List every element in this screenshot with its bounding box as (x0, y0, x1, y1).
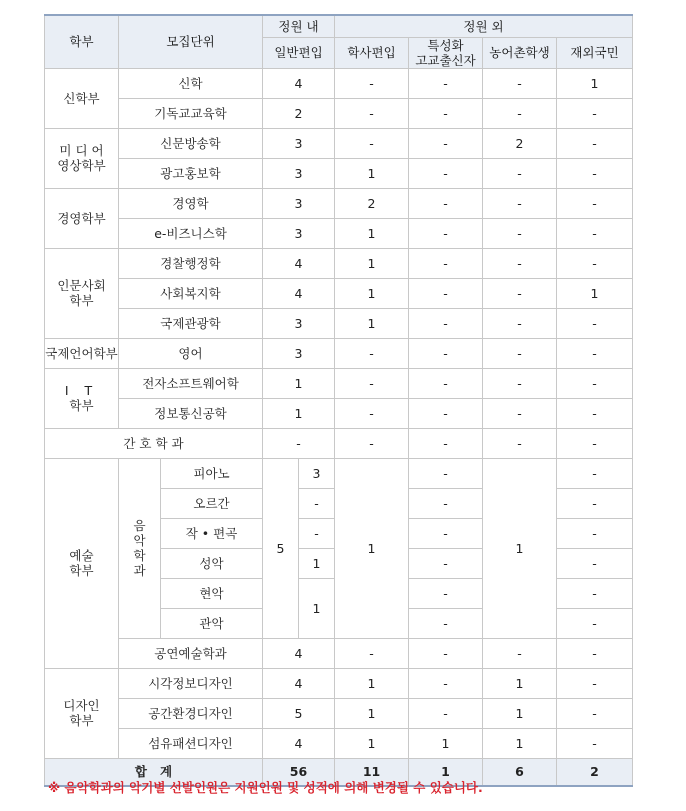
college-arts (45, 458, 119, 668)
overseas-cell: - (557, 488, 633, 518)
vocational-cell: - (409, 188, 483, 218)
instrument-name: 성악 (161, 548, 263, 578)
music-rural-cell: 1 (483, 458, 557, 638)
music-dept-char: 학 (133, 548, 146, 563)
overseas-cell: 1 (557, 68, 633, 98)
overseas-cell: - (557, 98, 633, 128)
college-language: 국제언어학부 (45, 338, 119, 368)
table-row (45, 68, 633, 98)
general-cell: 4 (263, 638, 335, 668)
bachelor-cell: 1 (335, 728, 409, 758)
table-row (45, 338, 633, 368)
college-design-line1: 디자인 (63, 698, 100, 713)
unit-cell: 정보통신공학 (119, 398, 263, 428)
instrument-count: - (299, 518, 335, 548)
rural-cell: - (483, 338, 557, 368)
table-row (45, 428, 633, 458)
overseas-cell: - (557, 128, 633, 158)
vocational-cell: - (409, 368, 483, 398)
unit-cell: 공연예술학과 (119, 638, 263, 668)
rural-cell: - (483, 428, 557, 458)
instrument-name: 현악 (161, 578, 263, 608)
rural-cell: 1 (483, 698, 557, 728)
bachelor-cell: - (335, 128, 409, 158)
vocational-cell: - (409, 428, 483, 458)
college-design (45, 668, 119, 758)
overseas-cell: - (557, 368, 633, 398)
unit-cell: 섬유패션디자인 (119, 728, 263, 758)
instrument-name: 오르간 (161, 488, 263, 518)
bachelor-cell: 1 (335, 218, 409, 248)
overseas-cell: - (557, 728, 633, 758)
total-general: 56 (263, 758, 335, 786)
vocational-cell: - (409, 398, 483, 428)
unit-cell: 전자소프트웨어학 (119, 368, 263, 398)
overseas-cell: - (557, 338, 633, 368)
general-cell: 4 (263, 728, 335, 758)
rural-cell: - (483, 188, 557, 218)
music-dept-char: 과 (133, 563, 146, 578)
general-cell: 4 (263, 278, 335, 308)
overseas-cell: - (557, 248, 633, 278)
instrument-count-strings-winds: 1 (299, 578, 335, 638)
bachelor-cell: 1 (335, 308, 409, 338)
table-row (45, 308, 633, 338)
bachelor-cell: 1 (335, 278, 409, 308)
bachelor-cell: - (335, 68, 409, 98)
college-media-line2: 영상학부 (57, 158, 106, 173)
vocational-cell: - (409, 698, 483, 728)
total-label-text: 합 계 (134, 764, 173, 780)
unit-cell: 영어 (119, 338, 263, 368)
header-general-transfer: 일반편입 (263, 37, 335, 68)
overseas-cell: - (557, 158, 633, 188)
overseas-cell: - (557, 608, 633, 638)
unit-cell: 경찰행정학 (119, 248, 263, 278)
instrument-name: 피아노 (161, 458, 263, 488)
table-row (45, 128, 633, 158)
vocational-cell: - (409, 548, 483, 578)
quota-table (44, 14, 633, 787)
total-bachelor: 11 (335, 758, 409, 786)
college-theology: 신학부 (45, 68, 119, 128)
header-vocational (409, 37, 483, 68)
vocational-cell: - (409, 248, 483, 278)
vocational-cell: - (409, 158, 483, 188)
unit-cell: 신학 (119, 68, 263, 98)
rural-cell: - (483, 248, 557, 278)
general-cell: - (263, 428, 335, 458)
general-cell: 5 (263, 698, 335, 728)
vocational-cell: - (409, 338, 483, 368)
header-outside-quota: 정원 외 (335, 15, 633, 37)
unit-cell: 시각정보디자인 (119, 668, 263, 698)
music-dept-char: 악 (133, 533, 146, 548)
overseas-cell: - (557, 548, 633, 578)
rural-cell: - (483, 278, 557, 308)
college-design-line2: 학부 (69, 713, 94, 728)
overseas-cell: - (557, 398, 633, 428)
bachelor-cell: - (335, 428, 409, 458)
overseas-cell: - (557, 668, 633, 698)
overseas-cell: - (557, 518, 633, 548)
table-row (45, 248, 633, 278)
bachelor-cell: 1 (335, 668, 409, 698)
music-bachelor-cell: 1 (335, 458, 409, 638)
vocational-cell: - (409, 218, 483, 248)
rural-cell: - (483, 398, 557, 428)
table-row (45, 698, 633, 728)
overseas-cell: - (557, 578, 633, 608)
footnote: ※ 음악학과의 악기별 선발인원은 지원인원 및 성적에 의해 변경될 수 있습니다. (48, 780, 483, 795)
header-vocational-line1: 특성화 (427, 37, 464, 53)
college-humanities-line1: 인문사회 (57, 278, 106, 293)
table-row (45, 638, 633, 668)
instrument-name: 관악 (161, 608, 263, 638)
overseas-cell: - (557, 188, 633, 218)
table-row (45, 728, 633, 758)
unit-cell: 국제관광학 (119, 308, 263, 338)
overseas-cell: - (557, 698, 633, 728)
college-media-line1: 미 디 어 (59, 143, 104, 158)
bachelor-cell: - (335, 98, 409, 128)
rural-cell: - (483, 638, 557, 668)
college-it-line2: 학부 (69, 398, 94, 413)
music-dept-char: 음 (133, 518, 146, 533)
general-cell: 1 (263, 368, 335, 398)
college-media (45, 128, 119, 188)
rural-cell: - (483, 158, 557, 188)
general-cell: 2 (263, 98, 335, 128)
header-unit: 모집단위 (119, 15, 263, 68)
instrument-count: - (299, 488, 335, 518)
unit-cell: 경영학 (119, 188, 263, 218)
college-it (45, 368, 119, 428)
general-cell: 1 (263, 398, 335, 428)
rural-cell: 1 (483, 668, 557, 698)
college-it-line1: I T (64, 383, 99, 398)
college-humanities-line2: 학부 (69, 293, 94, 308)
unit-cell-nursing: 간 호 학 과 (45, 428, 263, 458)
bachelor-cell: 2 (335, 188, 409, 218)
vocational-cell: - (409, 308, 483, 338)
bachelor-cell: 1 (335, 158, 409, 188)
rural-cell: - (483, 368, 557, 398)
rural-cell: - (483, 68, 557, 98)
unit-cell: 신문방송학 (119, 128, 263, 158)
general-cell: 4 (263, 248, 335, 278)
rural-cell: - (483, 308, 557, 338)
general-cell: 3 (263, 128, 335, 158)
music-dept-label (119, 458, 161, 638)
header-college: 학부 (45, 15, 119, 68)
general-cell: 4 (263, 68, 335, 98)
table-row (45, 158, 633, 188)
rural-cell: 2 (483, 128, 557, 158)
table-row (45, 218, 633, 248)
table-row (45, 398, 633, 428)
vocational-cell: - (409, 128, 483, 158)
vocational-cell: - (409, 578, 483, 608)
overseas-cell: - (557, 428, 633, 458)
unit-cell: 공간환경디자인 (119, 698, 263, 728)
header-vocational-line2: 고교출신자 (415, 52, 476, 68)
overseas-cell: - (557, 218, 633, 248)
vocational-cell: - (409, 98, 483, 128)
general-cell: 4 (263, 668, 335, 698)
overseas-cell: - (557, 308, 633, 338)
total-vocational: 1 (409, 758, 483, 786)
vocational-cell: - (409, 518, 483, 548)
vocational-cell: - (409, 278, 483, 308)
table-row (45, 668, 633, 698)
bachelor-cell: 1 (335, 248, 409, 278)
header-bachelor-transfer: 학사편입 (335, 37, 409, 68)
header-overseas: 재외국민 (557, 37, 633, 68)
unit-cell: 기독교교육학 (119, 98, 263, 128)
overseas-cell: - (557, 638, 633, 668)
table-row (45, 368, 633, 398)
table-row (45, 98, 633, 128)
unit-cell: 사회복지학 (119, 278, 263, 308)
general-cell: 3 (263, 218, 335, 248)
header-inside-quota: 정원 내 (263, 15, 335, 37)
table-row (45, 278, 633, 308)
bachelor-cell: - (335, 398, 409, 428)
general-cell: 3 (263, 308, 335, 338)
bachelor-cell: 1 (335, 698, 409, 728)
instrument-count: 3 (299, 458, 335, 488)
header-rural: 농어촌학생 (483, 37, 557, 68)
total-rural: 6 (483, 758, 557, 786)
college-business: 경영학부 (45, 188, 119, 248)
table-row (45, 188, 633, 218)
unit-cell: 광고홍보학 (119, 158, 263, 188)
vocational-cell: - (409, 488, 483, 518)
rural-cell: - (483, 98, 557, 128)
overseas-cell: 1 (557, 278, 633, 308)
music-general-total: 5 (263, 458, 299, 638)
bachelor-cell: - (335, 638, 409, 668)
instrument-name: 작 • 편곡 (161, 518, 263, 548)
vocational-cell: - (409, 668, 483, 698)
vocational-cell: - (409, 68, 483, 98)
vocational-cell: 1 (409, 728, 483, 758)
unit-cell: e-비즈니스학 (119, 218, 263, 248)
general-cell: 3 (263, 188, 335, 218)
college-humanities (45, 248, 119, 338)
college-arts-line1: 예술 (69, 548, 94, 563)
instrument-count: 1 (299, 548, 335, 578)
bachelor-cell: - (335, 338, 409, 368)
general-cell: 3 (263, 158, 335, 188)
rural-cell: 1 (483, 728, 557, 758)
vocational-cell: - (409, 638, 483, 668)
bachelor-cell: - (335, 368, 409, 398)
vocational-cell: - (409, 608, 483, 638)
rural-cell: - (483, 218, 557, 248)
table-row (45, 458, 633, 488)
total-overseas: 2 (557, 758, 633, 786)
college-arts-line2: 학부 (69, 563, 94, 578)
overseas-cell: - (557, 458, 633, 488)
general-cell: 3 (263, 338, 335, 368)
vocational-cell: - (409, 458, 483, 488)
